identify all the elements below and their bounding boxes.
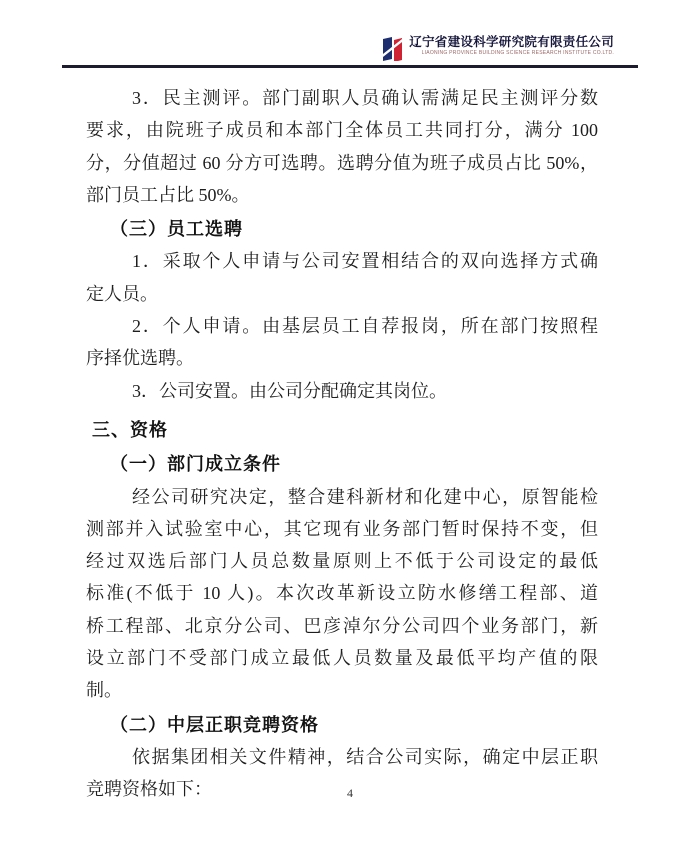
text-line: 序择优选聘。 <box>86 348 194 369</box>
company-name-english: LIAONING PROVINCE BUILDING SCIENCE RESEARCH INSTITUTE CO.LTD. <box>421 50 614 56</box>
header-divider <box>62 65 638 68</box>
document-body <box>86 82 598 806</box>
heading-text: 三、资格 <box>92 419 168 440</box>
text-line: 标准(不低于 10 人)。本次改革新设立防水修缮工程部、道 <box>86 583 598 604</box>
company-logo-icon <box>382 36 403 61</box>
company-name-block <box>409 35 614 57</box>
page-footer <box>0 784 700 802</box>
paragraph <box>86 481 598 707</box>
page-number: 4 <box>347 786 353 800</box>
text-line: 要求，由院班子成员和本部门全体员工共同打分，满分 100 <box>86 120 598 141</box>
text-line: 制。 <box>86 680 122 701</box>
company-name: 辽宁省建设科学研究院有限责任公司 <box>409 35 614 49</box>
text-line: 桥工程部、北京分公司、巴彦淖尔分公司四个业务部门，新 <box>86 615 598 636</box>
paragraph <box>86 310 598 375</box>
text-line: 1．采取个人申请与公司安置相结合的双向选择方式确 <box>132 251 598 272</box>
text-line: 2．个人申请。由基层员工自荐报岗，所在部门按照程 <box>132 316 598 337</box>
paragraph <box>86 82 598 211</box>
text-line: 分，分值超过 60 分方可选聘。选聘分值为班子成员占比 50%， <box>86 152 598 173</box>
text-line: 3．公司安置。由公司分配确定其岗位。 <box>132 380 447 401</box>
paragraph <box>86 245 598 310</box>
heading-text: （三）员工选聘 <box>110 219 243 240</box>
text-line: 测部并入试验室中心，其它现有业务部门暂时保持不变，但 <box>86 518 598 539</box>
text-line: 经公司研究决定，整合建科新材和化建中心，原智能检 <box>132 486 598 507</box>
text-line: 定人员。 <box>86 283 158 304</box>
text-line: 部门员工占比 50%。 <box>86 184 250 205</box>
section-heading <box>86 414 598 446</box>
heading-text: （二）中层正职竞聘资格 <box>110 714 319 735</box>
text-line: 设立部门不受部门成立最低人员数量及最低平均产值的限 <box>86 648 598 669</box>
paragraph <box>86 375 598 407</box>
text-line: 3．民主测评。部门副职人员确认需满足民主测评分数 <box>132 88 598 108</box>
text-line: 依据集团相关文件精神，结合公司实际，确定中层正职 <box>132 746 598 767</box>
section-heading <box>86 709 598 741</box>
text-line: 经过双选后部门人员总数量原则上不低于公司设定的最低 <box>86 551 598 572</box>
section-heading <box>86 213 598 245</box>
company-brand <box>382 35 614 61</box>
section-heading <box>86 448 598 480</box>
heading-text: （一）部门成立条件 <box>110 454 281 475</box>
text-line: 竞聘资格如下： <box>86 779 212 800</box>
